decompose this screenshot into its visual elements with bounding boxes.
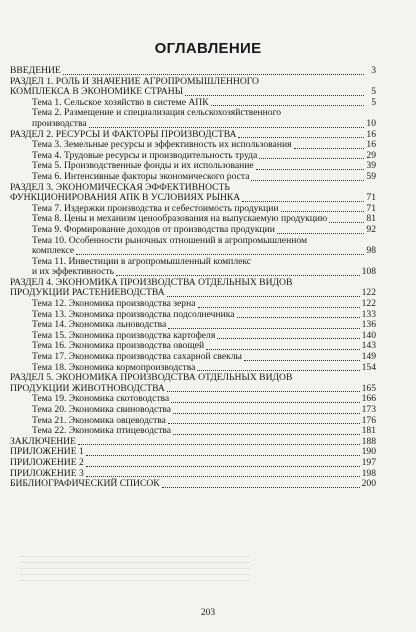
toc-entry-label: КОМПЛЕКСА В ЭКОНОМИКЕ СТРАНЫ	[10, 86, 184, 98]
toc-entry-label: Тема 22. Экономика птицеводства	[32, 425, 172, 437]
toc-leader-dots	[206, 349, 360, 350]
toc-entry-page: 197	[361, 456, 376, 468]
toc-leader-dots	[76, 254, 364, 255]
toc-entry-label: Тема 17. Экономика производства сахарной свеклы	[32, 351, 242, 363]
toc-entry-page: 188	[361, 435, 376, 447]
toc-entry-page: 122	[361, 298, 376, 310]
toc-entry-label: РАЗДЕЛ 3. ЭКОНОМИЧЕСКАЯ ЭФФЕКТИВНОСТЬ	[10, 181, 230, 193]
toc-entry-label: Тема 8. Цены и механизм ценообразования на выпускаемую продукцию	[32, 213, 328, 225]
toc-leader-dots	[329, 222, 364, 223]
toc-leader-dots	[167, 296, 360, 297]
toc-leader-dots	[86, 476, 360, 477]
toc-entry-label: Тема 12. Экономика производства зерна	[32, 298, 196, 310]
toc-leader-dots	[217, 338, 359, 339]
toc-leader-dots	[251, 180, 364, 181]
toc-entry-label: производства	[32, 117, 87, 129]
toc-entry-page: 140	[361, 329, 376, 341]
toc-entry-page: 181	[361, 425, 376, 437]
toc-title: ОГЛАВЛЕНИЕ	[154, 40, 262, 57]
toc-entry-page: 16	[366, 139, 376, 151]
toc-leader-dots	[86, 466, 360, 467]
toc-entry-label: Тема 21. Экономика овцеводства	[32, 414, 166, 426]
toc-entry-page: 92	[366, 223, 376, 235]
toc-entry-label: Тема 15. Экономика производства картофеля	[32, 329, 216, 341]
toc-entry	[10, 119, 376, 130]
toc-leader-dots	[277, 233, 364, 234]
toc-entry-label: ПРОДУКЦИИ РАСТЕНИЕВОДСТВА	[10, 287, 165, 299]
toc-leader-dots	[171, 402, 359, 403]
toc-entry-page: 39	[366, 160, 376, 172]
toc-leader-dots	[211, 105, 364, 106]
toc-leader-dots	[244, 360, 360, 361]
toc-entry-label: Тема 4. Трудовые ресурсы и производительность труда	[32, 149, 258, 161]
toc-entry-page: 198	[361, 467, 376, 479]
toc-entry-label: ПРИЛОЖЕНИЕ 3	[10, 467, 84, 479]
toc-entry	[10, 405, 376, 416]
toc-entry-page: 5	[371, 96, 376, 108]
toc-leader-dots	[259, 158, 364, 159]
toc-entry-label: БИБЛИОГРАФИЧЕСКИЙ СПИСОК	[10, 478, 160, 490]
toc-leader-dots	[294, 148, 365, 149]
toc-leader-dots	[237, 317, 360, 318]
toc-entry-page: 10	[366, 117, 376, 129]
toc-entry-page: 3	[371, 65, 376, 76]
toc-entry-label: Тема 5. Производственные фонды и их использование	[32, 160, 254, 172]
toc-leader-dots	[242, 201, 364, 202]
toc-entry-label: РАЗДЕЛ 2. РЕСУРСЫ И ФАКТОРЫ ПРОИЗВОДСТВА	[10, 128, 237, 140]
toc-leader-dots	[238, 137, 364, 138]
toc-entry-label: комплексе	[32, 245, 75, 257]
toc-leader-dots	[86, 455, 360, 456]
toc-entry-label: Тема 13. Экономика производства подсолнечника	[32, 308, 235, 320]
toc-entry-label: РАЗДЕЛ 5. ЭКОНОМИКА ПРОИЗВОДСТВА ОТДЕЛЬНЫХ ВИДОВ	[10, 372, 293, 384]
toc-entry-page: 29	[366, 149, 376, 161]
table-of-contents	[10, 66, 376, 490]
toc-leader-dots	[185, 95, 364, 96]
toc-entry-label: ПРОДУКЦИИ ЖИВОТНОВОДСТВА	[10, 382, 165, 394]
toc-entry-page: 136	[361, 319, 376, 331]
toc-entry-label: Тема 6. Интенсивные факторы экономического роста	[32, 170, 250, 182]
toc-entry-page: 98	[366, 245, 376, 257]
toc-entry-page: 59	[366, 170, 376, 182]
toc-entry-label: Тема 3. Земельные ресурсы и эффективность их использования	[32, 139, 292, 151]
page-number: 203	[200, 608, 216, 618]
toc-leader-dots	[168, 423, 360, 424]
toc-entry-label: Тема 10. Особенности рыночных отношений в агропромышленном	[32, 234, 308, 246]
toc-entry-label: Тема 16. Экономика производства овощей	[32, 340, 205, 352]
toc-entry-page: 154	[361, 361, 376, 373]
toc-entry-label: Тема 9. Формирование доходов от производства продукции	[32, 223, 275, 235]
toc-entry-page: 122	[361, 287, 376, 299]
toc-entry-label: Тема 2. Размещение и специализация сельскохозяйственного	[32, 107, 282, 119]
toc-entry-label: ЗАКЛЮЧЕНИЕ	[10, 435, 76, 447]
toc-entry-label: Тема 20. Экономика свиноводства	[32, 404, 172, 415]
toc-entry-page: 149	[361, 351, 376, 363]
toc-entry-label: ПРИЛОЖЕНИЕ 2	[10, 456, 84, 468]
toc-leader-dots	[198, 307, 360, 308]
toc-entry	[10, 458, 376, 469]
toc-entry-page: 166	[361, 393, 376, 405]
toc-leader-dots	[256, 169, 364, 170]
toc-entry-page: 16	[366, 128, 376, 140]
toc-leader-dots	[63, 74, 364, 75]
toc-entry-page: 176	[361, 414, 376, 426]
toc-entry-label: Тема 18. Экономика кормопроизводства	[32, 361, 196, 373]
toc-entry	[10, 479, 376, 490]
toc-entry-label: Тема 19. Экономика скотоводства	[32, 393, 170, 405]
toc-entry-label: ПРИЛОЖЕНИЕ 1	[10, 446, 84, 458]
toc-entry	[10, 66, 376, 77]
toc-entry-label: Тема 14. Экономика льноводства	[32, 319, 167, 331]
toc-entry-page: 143	[361, 340, 376, 352]
toc-entry	[10, 225, 376, 236]
toc-entry-label: Тема 11. Инвестиции в агропромышленный комплекс	[32, 255, 252, 267]
toc-leader-dots	[173, 413, 360, 414]
toc-entry-page: 5	[371, 86, 376, 98]
toc-entry-label: и их эффективность	[32, 266, 114, 278]
toc-entry	[10, 172, 376, 183]
toc-entry-label: РАЗДЕЛ 4. ЭКОНОМИКА ПРОИЗВОДСТВА ОТДЕЛЬНЫХ ВИДОВ	[10, 276, 293, 288]
toc-entry-page: 165	[361, 382, 376, 394]
toc-entry-label: Тема 7. Издержки производства и себестоимость продукции	[32, 202, 279, 214]
toc-entry-label: РАЗДЕЛ 1. РОЛЬ И ЗНАЧЕНИЕ АГРОПРОМЫШЛЕННОГО	[10, 75, 259, 87]
toc-entry-page: 200	[361, 478, 376, 490]
bleed-through-text	[20, 8, 190, 32]
toc-leader-dots	[281, 211, 364, 212]
toc-leader-dots	[162, 487, 360, 488]
toc-leader-dots	[116, 275, 360, 276]
toc-leader-dots	[89, 127, 364, 128]
toc-leader-dots	[168, 328, 359, 329]
toc-leader-dots	[167, 391, 360, 392]
bleed-through-text-bottom	[20, 556, 250, 586]
toc-entry-page: 71	[366, 202, 376, 214]
toc-entry-page: 108	[361, 266, 376, 278]
toc-entry-label: ФУНКЦИОНИРОВАНИЯ АПК В УСЛОВИЯХ РЫНКА	[10, 192, 241, 204]
toc-entry-page: 133	[361, 308, 376, 320]
toc-leader-dots	[173, 434, 360, 435]
toc-leader-dots	[197, 370, 359, 371]
toc-entry-label: ВВЕДЕНИЕ	[10, 65, 61, 76]
toc-leader-dots	[78, 444, 360, 445]
toc-entry-page: 81	[366, 213, 376, 225]
toc-entry-label: Тема 1. Сельское хозяйство в системе АПК	[32, 96, 209, 108]
toc-entry-page: 190	[361, 446, 376, 458]
toc-entry-page: 173	[361, 404, 376, 415]
toc-entry-page: 71	[366, 192, 376, 204]
